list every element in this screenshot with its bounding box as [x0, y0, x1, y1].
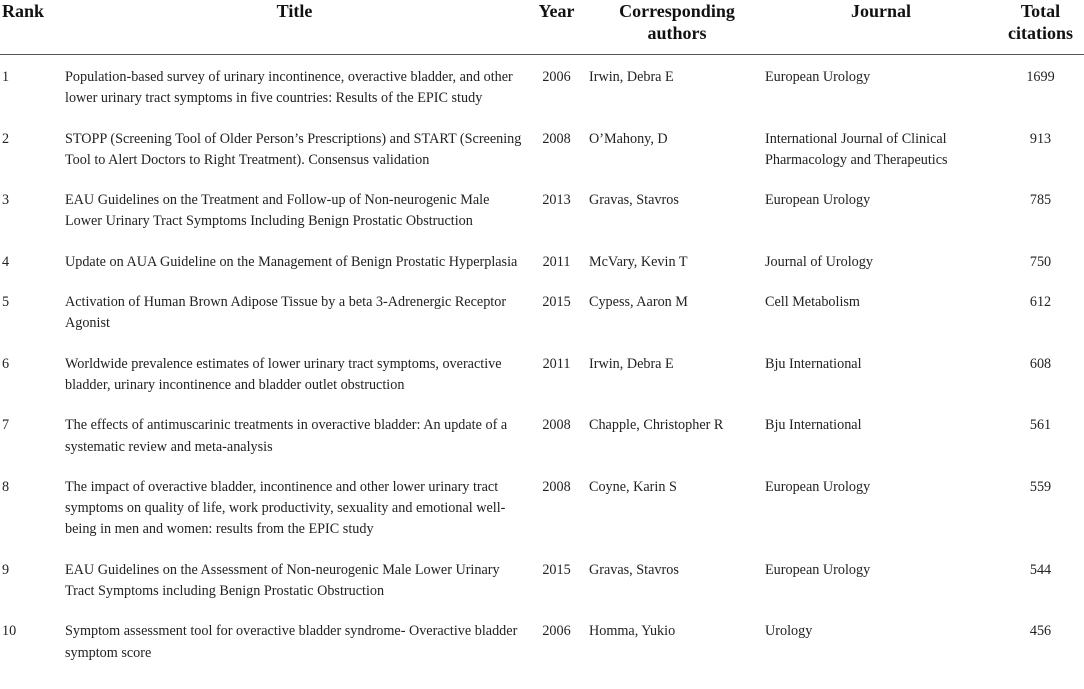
cell-author: McVary, Kevin T	[589, 253, 688, 270]
cell-title: STOPP (Screening Tool of Older Person’s Prescriptions) and START (Screening Tool to Alert Doctors to Right Treatment). Consensus validation	[65, 130, 522, 168]
cell-journal: European Urology	[765, 478, 871, 495]
cell-rank: 5	[2, 294, 10, 311]
cell-journal: Bju International	[765, 417, 862, 434]
cell-citations: 1699	[1026, 69, 1055, 85]
cell-citations: 913	[1029, 130, 1052, 147]
cell-title: Activation of Human Brown Adipose Tissue by a beta 3-Adrenergic Receptor Agonist	[65, 294, 507, 332]
table-row	[0, 466, 1084, 549]
cell-citations: 612	[1029, 294, 1052, 311]
cell-journal: European Urology	[765, 192, 871, 209]
header-row	[0, 0, 1084, 55]
table-row	[0, 610, 1084, 672]
cell-year: 2008	[542, 478, 571, 495]
cell-author: Gravas, Stavros	[589, 561, 679, 578]
cell-author: O’Mahony, D	[589, 130, 668, 147]
table-row	[0, 118, 1084, 180]
table-row	[0, 241, 1084, 281]
header-title: Title	[65, 0, 524, 55]
table-row	[0, 549, 1084, 611]
table-row	[0, 281, 1084, 343]
cell-rank: 6	[2, 355, 10, 372]
cell-title: Symptom assessment tool for overactive bladder syndrome- Overactive bladder symptom score	[65, 623, 518, 661]
cell-citations: 750	[1029, 253, 1052, 270]
table-row	[0, 343, 1084, 405]
header-rank: Rank	[0, 0, 65, 55]
cell-year: 2011	[542, 253, 571, 270]
header-citations: Total citations	[997, 0, 1084, 55]
cell-title: Population-based survey of urinary incontinence, overactive bladder, and other lower urinary tract symptoms in five countries: Results of the EPIC study	[65, 69, 513, 107]
header-journal: Journal	[765, 0, 997, 55]
cell-journal: International Journal of Clinical Pharmacology and Therapeutics	[765, 130, 948, 168]
cell-journal: Bju International	[765, 355, 862, 372]
cell-rank: 9	[2, 561, 10, 578]
cell-rank: 8	[2, 478, 10, 495]
cell-author: Irwin, Debra E	[589, 69, 674, 85]
cell-author: Irwin, Debra E	[589, 355, 674, 372]
cell-journal: European Urology	[765, 69, 871, 85]
cell-rank: 7	[2, 417, 10, 434]
header-authors: Corresponding authors	[589, 0, 765, 55]
cell-citations: 544	[1029, 561, 1052, 578]
cell-title: The effects of antimuscarinic treatments in overactive bladder: An update of a systematic review and meta-analysis	[65, 417, 508, 455]
cell-rank: 1	[2, 69, 10, 85]
cell-rank: 2	[2, 130, 10, 147]
cell-journal: Urology	[765, 623, 813, 640]
cell-title: EAU Guidelines on the Treatment and Follow-up of Non-neurogenic Male Lower Urinary Tract Symptoms Including Benign Prostatic Obstruction	[65, 192, 490, 230]
cell-author: Cypess, Aaron M	[589, 294, 688, 311]
cell-citations: 559	[1029, 478, 1052, 495]
cell-citations: 561	[1029, 417, 1052, 434]
cell-journal: Cell Metabolism	[765, 294, 860, 311]
cell-journal: European Urology	[765, 561, 871, 578]
cell-citations: 456	[1029, 623, 1052, 640]
table-row	[0, 179, 1084, 241]
cell-author: Homma, Yukio	[589, 623, 676, 640]
cell-title: The impact of overactive bladder, incontinence and other lower urinary tract symptoms on quality of life, work productivity, sexuality and emotional well-being in men and women: results from the EPIC study	[65, 478, 506, 538]
table-row	[0, 55, 1084, 118]
cell-author: Coyne, Karin S	[589, 478, 677, 495]
cell-citations: 785	[1029, 192, 1052, 209]
cell-year: 2013	[542, 192, 571, 209]
cell-author: Chapple, Christopher R	[589, 417, 724, 434]
table-row	[0, 404, 1084, 466]
cell-year: 2015	[542, 561, 571, 578]
cell-year: 2006	[542, 69, 571, 85]
cell-journal: Journal of Urology	[765, 253, 873, 270]
cell-title: EAU Guidelines on the Assessment of Non-neurogenic Male Lower Urinary Tract Symptoms including Benign Prostatic Obstruction	[65, 561, 500, 600]
cell-rank: 4	[2, 253, 10, 270]
cell-title: Worldwide prevalence estimates of lower urinary tract symptoms, overactive bladder, urinary incontinence and bladder outlet obstruction	[65, 355, 502, 393]
cell-year: 2015	[542, 294, 571, 311]
cell-citations: 608	[1029, 355, 1052, 372]
header-year: Year	[524, 0, 589, 55]
cell-year: 2008	[542, 417, 571, 434]
cell-title: Update on AUA Guideline on the Management of Benign Prostatic Hyperplasia	[65, 253, 518, 270]
cell-rank: 3	[2, 192, 10, 209]
cell-year: 2011	[542, 355, 571, 372]
cell-year: 2006	[542, 623, 571, 640]
cell-author: Gravas, Stavros	[589, 192, 679, 209]
cell-year: 2008	[542, 130, 571, 147]
cell-rank: 10	[2, 623, 17, 640]
